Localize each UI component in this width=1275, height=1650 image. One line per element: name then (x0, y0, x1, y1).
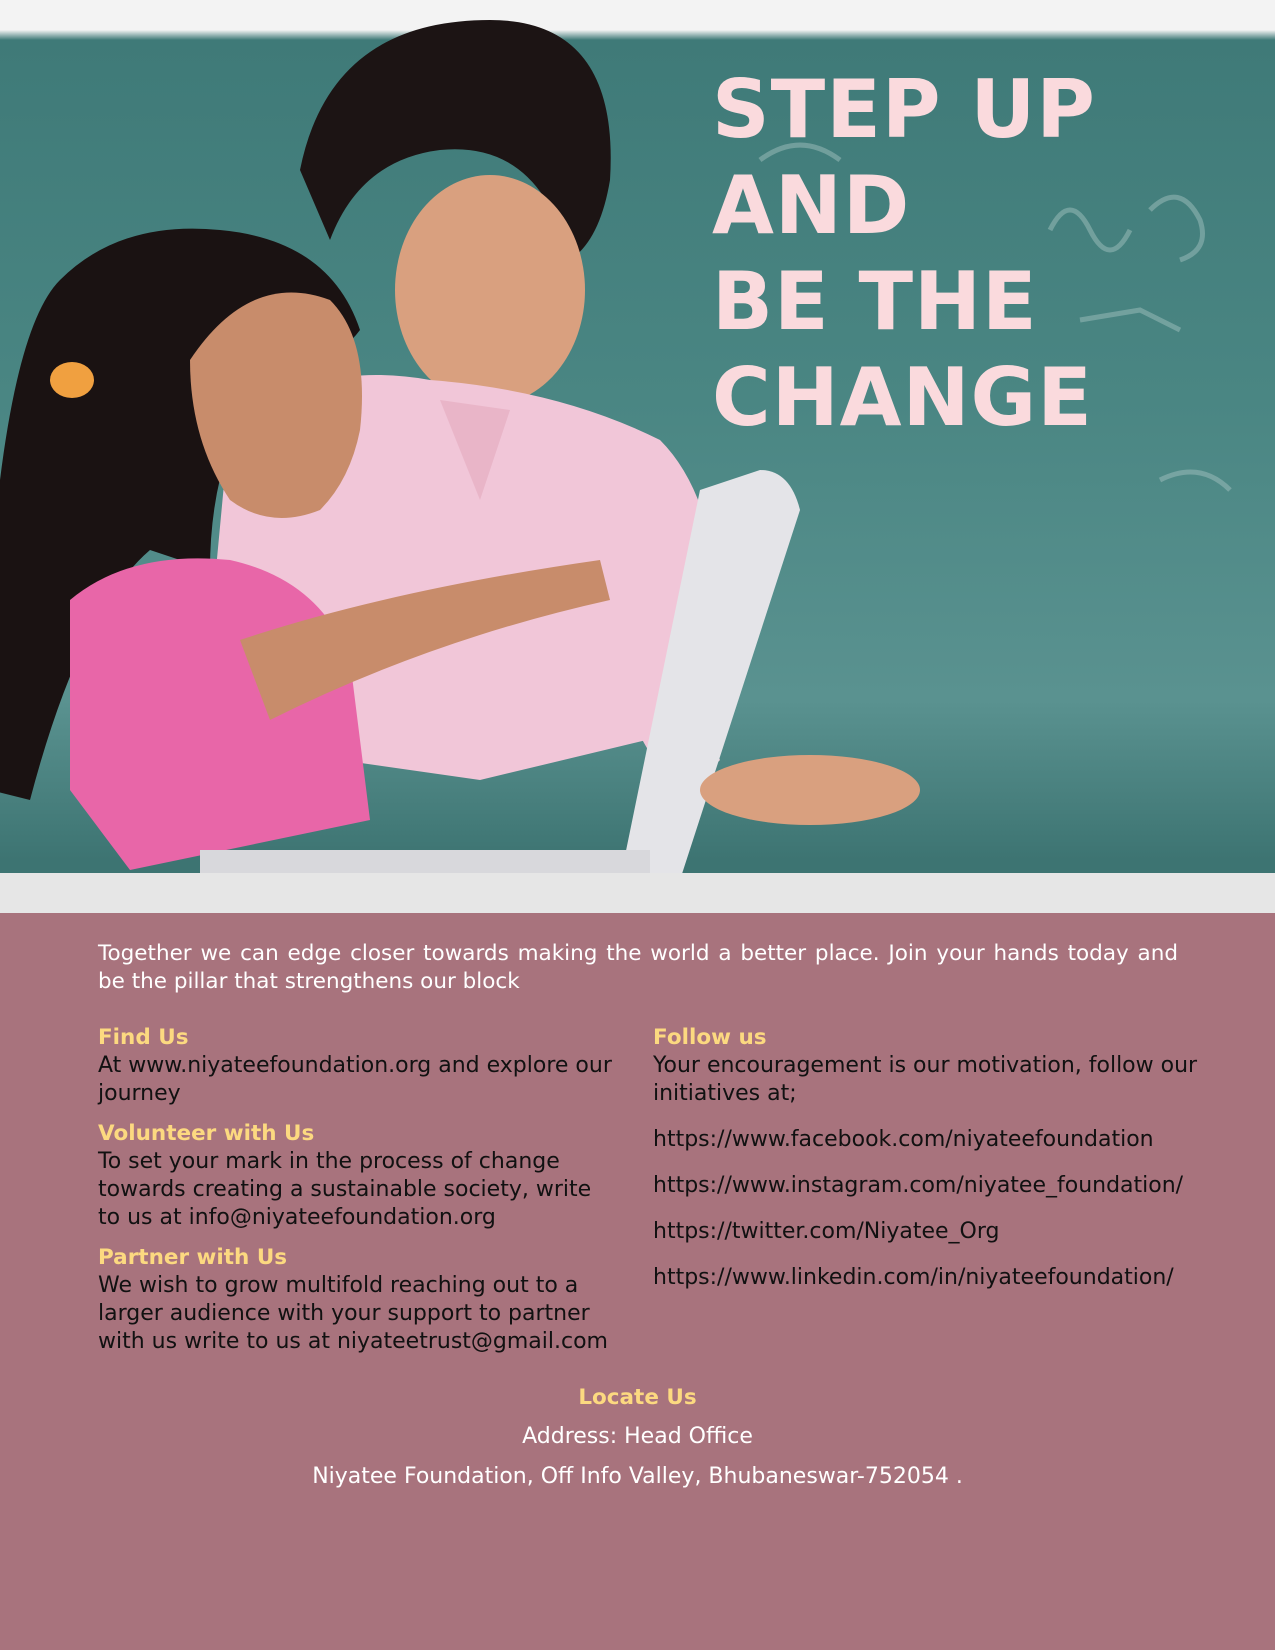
facebook-link[interactable]: https://www.facebook.com/niyateefoundation (653, 1127, 1154, 1152)
left-column (98, 1024, 618, 1368)
linkedin-link[interactable]: https://www.linkedin.com/in/niyateefoundation/ (653, 1265, 1174, 1290)
instagram-link[interactable]: https://www.instagram.com/niyatee_foundation/ (653, 1173, 1184, 1198)
find-us-section (98, 1024, 618, 1108)
partner-section (98, 1244, 618, 1356)
find-us-heading: Find Us (98, 1025, 189, 1050)
right-column (653, 1024, 1213, 1292)
intro-paragraph: Together we can edge closer towards making the world a better place. Join your hands today and be the pillar that strengthens our block (98, 941, 1178, 994)
headline (712, 62, 1096, 446)
headline-line-3: BE THE (712, 255, 1038, 348)
headline-line-4: CHANGE (712, 351, 1093, 444)
headline-line-1: STEP UP (712, 63, 1096, 156)
twitter-link[interactable]: https://twitter.com/Niyatee_Org (653, 1219, 1000, 1244)
volunteer-section (98, 1120, 618, 1232)
partner-text: We wish to grow multifold reaching out to a larger audience with your support to partner with us write to us at niyateetrust@gmail.com (98, 1273, 608, 1354)
find-us-text: At www.niyateefoundation.org and explore our journey (98, 1053, 612, 1106)
address-line-1: Address: Head Office (522, 1424, 753, 1449)
headline-line-2: AND (712, 159, 911, 252)
follow-text: Your encouragement is our motivation, follow our initiatives at; (653, 1053, 1198, 1106)
follow-heading: Follow us (653, 1025, 767, 1050)
locate-heading: Locate Us (578, 1385, 697, 1410)
locate-section (0, 1384, 1275, 1502)
partner-heading: Partner with Us (98, 1245, 288, 1270)
address-line-2: Niyatee Foundation, Off Info Valley, Bhubaneswar-752054 . (312, 1464, 963, 1489)
volunteer-text: To set your mark in the process of change towards creating a sustainable society, write to us at info@niyateefoundation.org (98, 1149, 592, 1230)
volunteer-heading: Volunteer with Us (98, 1121, 315, 1146)
